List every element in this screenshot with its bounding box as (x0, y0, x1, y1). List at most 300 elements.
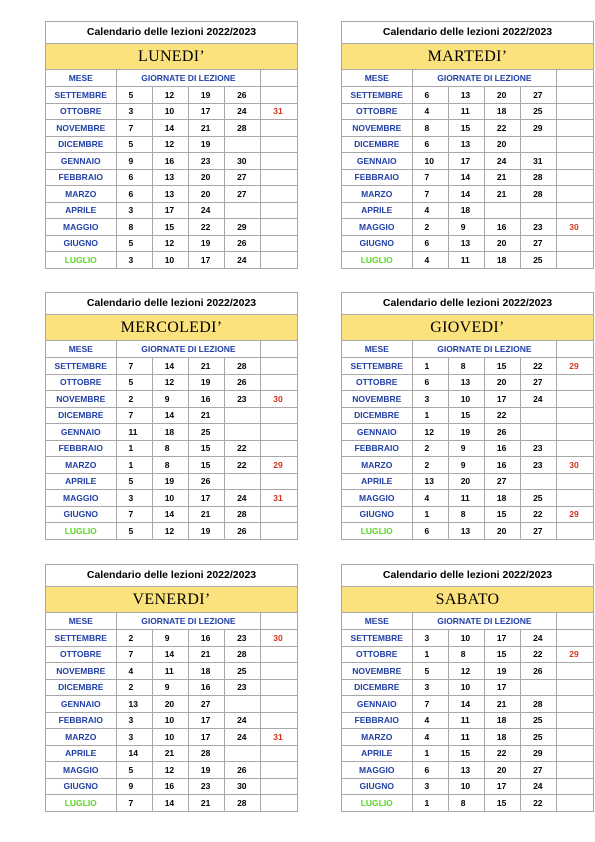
header-empty-cell (557, 613, 593, 630)
lesson-day-cell: 5 (116, 235, 152, 252)
lesson-day-cell: 19 (188, 235, 224, 252)
lesson-day-cell: 31 (261, 729, 297, 746)
lesson-day-cell: 8 (448, 358, 484, 375)
table-row (46, 457, 297, 474)
lesson-day-cell: 25 (521, 712, 557, 729)
lesson-day-cell: 9 (448, 219, 484, 236)
lesson-day-cell (557, 712, 593, 729)
lesson-day-cell: 13 (448, 374, 484, 391)
month-cell: GENNAIO (46, 153, 116, 170)
lesson-day-cell (261, 120, 297, 137)
table-row (46, 87, 297, 104)
lesson-day-cell (261, 473, 297, 490)
lesson-day-cell: 22 (484, 120, 520, 137)
weekday-label: LUNEDI’ (46, 44, 297, 70)
lesson-day-cell: 16 (188, 630, 224, 647)
lesson-day-cell: 13 (448, 235, 484, 252)
lesson-day-cell: 20 (448, 473, 484, 490)
month-cell: DICEMBRE (46, 679, 116, 696)
lesson-day-cell: 20 (484, 762, 520, 779)
lesson-day-cell: 21 (188, 795, 224, 812)
lesson-day-cell: 17 (484, 778, 520, 795)
lesson-day-cell: 16 (188, 679, 224, 696)
lesson-day-cell: 28 (225, 120, 261, 137)
lesson-day-cell: 27 (225, 186, 261, 203)
header-mese: MESE (342, 613, 412, 630)
lesson-day-cell: 20 (152, 696, 188, 713)
lesson-day-cell (261, 440, 297, 457)
lesson-day-cell: 24 (188, 202, 224, 219)
lesson-day-cell (261, 136, 297, 153)
lesson-day-cell (557, 696, 593, 713)
lesson-day-cell (557, 235, 593, 252)
lesson-day-cell: 14 (152, 358, 188, 375)
lesson-day-cell: 30 (261, 630, 297, 647)
lesson-day-cell: 30 (557, 219, 593, 236)
lesson-day-cell: 1 (412, 745, 448, 762)
lesson-day-cell: 6 (116, 169, 152, 186)
table-row (46, 374, 297, 391)
table-row (46, 136, 297, 153)
lesson-day-cell: 4 (412, 103, 448, 120)
lesson-day-cell: 7 (116, 646, 152, 663)
lesson-day-cell (261, 186, 297, 203)
lesson-day-cell: 19 (448, 424, 484, 441)
month-cell: SETTEMBRE (46, 630, 116, 647)
table-row (46, 169, 297, 186)
lesson-day-cell: 26 (484, 424, 520, 441)
lesson-day-cell: 26 (225, 523, 261, 540)
lesson-day-cell: 24 (225, 490, 261, 507)
table-row (46, 490, 297, 507)
lesson-day-cell (261, 424, 297, 441)
lesson-day-cell: 21 (152, 745, 188, 762)
month-cell: GIUGNO (342, 778, 412, 795)
lesson-day-cell: 1 (412, 646, 448, 663)
table-row (46, 663, 297, 680)
table-row (46, 778, 297, 795)
lesson-day-cell: 10 (448, 679, 484, 696)
table-row (46, 219, 297, 236)
table-row (342, 440, 593, 457)
month-cell: MARZO (46, 729, 116, 746)
lesson-day-cell (557, 391, 593, 408)
lesson-day-cell: 13 (448, 136, 484, 153)
lesson-day-cell: 4 (412, 490, 448, 507)
lesson-day-cell: 11 (448, 252, 484, 269)
header-giornate-di-lezione: GIORNATE DI LEZIONE (116, 341, 261, 358)
lesson-day-cell: 27 (484, 473, 520, 490)
month-cell: SETTEMBRE (342, 358, 412, 375)
lesson-day-cell (557, 745, 593, 762)
lesson-day-cell: 13 (448, 762, 484, 779)
lesson-day-cell: 22 (484, 745, 520, 762)
lesson-day-cell: 8 (152, 440, 188, 457)
month-cell: MARZO (342, 186, 412, 203)
calendar-title: Calendario delle lezioni 2022/2023 (46, 22, 297, 44)
table-row (46, 745, 297, 762)
lesson-day-cell: 3 (116, 103, 152, 120)
lesson-day-cell: 8 (448, 795, 484, 812)
lesson-day-cell: 27 (521, 87, 557, 104)
month-cell: LUGLIO (46, 252, 116, 269)
month-cell: GENNAIO (342, 424, 412, 441)
lesson-day-cell (557, 729, 593, 746)
table-row (342, 679, 593, 696)
lesson-day-cell (261, 795, 297, 812)
month-cell: MAGGIO (46, 219, 116, 236)
month-cell: FEBBRAIO (342, 712, 412, 729)
lesson-day-cell: 29 (557, 506, 593, 523)
lesson-day-cell: 19 (152, 473, 188, 490)
table-row (342, 473, 593, 490)
weekday-label: VENERDI’ (46, 587, 297, 613)
calendar-martedi (341, 21, 594, 269)
month-cell: MAGGIO (46, 490, 116, 507)
lesson-day-cell: 3 (412, 679, 448, 696)
lesson-day-cell (261, 202, 297, 219)
lesson-day-cell: 27 (225, 169, 261, 186)
lesson-day-cell: 26 (521, 663, 557, 680)
month-cell: SETTEMBRE (46, 87, 116, 104)
lesson-day-cell (261, 87, 297, 104)
lesson-day-cell: 28 (521, 696, 557, 713)
lesson-day-cell: 12 (152, 762, 188, 779)
lesson-day-cell: 14 (116, 745, 152, 762)
calendar-title: Calendario delle lezioni 2022/2023 (46, 293, 297, 315)
lesson-day-cell: 3 (116, 252, 152, 269)
header-empty-cell (261, 613, 297, 630)
header-mese: MESE (342, 341, 412, 358)
month-cell: NOVEMBRE (342, 391, 412, 408)
header-giornate-di-lezione: GIORNATE DI LEZIONE (412, 70, 557, 87)
header-giornate-di-lezione: GIORNATE DI LEZIONE (116, 70, 261, 87)
lesson-day-cell: 21 (188, 120, 224, 137)
lesson-day-cell: 1 (116, 457, 152, 474)
lesson-day-cell: 7 (116, 506, 152, 523)
lesson-day-cell: 31 (261, 490, 297, 507)
header-mese: MESE (46, 613, 116, 630)
lesson-day-cell: 28 (188, 745, 224, 762)
header-empty-cell (557, 341, 593, 358)
lesson-day-cell: 21 (188, 646, 224, 663)
lesson-day-cell (225, 745, 261, 762)
lesson-day-cell: 27 (521, 374, 557, 391)
lesson-day-cell: 5 (412, 663, 448, 680)
lesson-day-cell: 10 (152, 712, 188, 729)
lesson-day-cell: 15 (484, 795, 520, 812)
lesson-day-cell: 31 (261, 103, 297, 120)
lesson-day-cell (557, 663, 593, 680)
lesson-day-cell: 22 (225, 440, 261, 457)
lesson-day-cell: 27 (521, 235, 557, 252)
table-row (342, 235, 593, 252)
lesson-day-cell: 17 (484, 391, 520, 408)
lesson-day-cell (521, 679, 557, 696)
lesson-day-cell: 2 (412, 440, 448, 457)
lesson-day-cell: 9 (152, 391, 188, 408)
lesson-day-cell: 18 (448, 202, 484, 219)
calendar-sabato (341, 564, 594, 812)
lesson-day-cell: 1 (412, 795, 448, 812)
month-cell: MARZO (342, 729, 412, 746)
lesson-day-cell: 26 (225, 235, 261, 252)
lesson-day-cell: 17 (188, 712, 224, 729)
weekday-label: GIOVEDI’ (342, 315, 593, 341)
lesson-day-cell: 13 (116, 696, 152, 713)
lesson-day-cell: 2 (412, 457, 448, 474)
lesson-day-cell (521, 424, 557, 441)
table-row (46, 523, 297, 540)
table-row (46, 630, 297, 647)
lesson-day-cell: 6 (412, 523, 448, 540)
table-row (342, 153, 593, 170)
table-row (46, 506, 297, 523)
lesson-day-cell: 9 (448, 457, 484, 474)
lesson-day-cell: 26 (225, 762, 261, 779)
table-row (46, 795, 297, 812)
lesson-day-cell: 11 (448, 712, 484, 729)
lesson-day-cell (261, 712, 297, 729)
table-row (342, 391, 593, 408)
lesson-day-cell: 23 (188, 778, 224, 795)
table-row (342, 87, 593, 104)
header-empty-cell (261, 341, 297, 358)
table-row (342, 186, 593, 203)
lesson-day-cell: 6 (412, 762, 448, 779)
lesson-day-cell: 17 (188, 729, 224, 746)
lesson-day-cell: 11 (448, 490, 484, 507)
table-row (46, 202, 297, 219)
month-cell: OTTOBRE (342, 374, 412, 391)
calendar-lunedi (45, 21, 298, 269)
lesson-day-cell: 16 (188, 391, 224, 408)
lesson-day-cell: 23 (521, 457, 557, 474)
lesson-day-cell: 8 (152, 457, 188, 474)
lesson-day-cell: 21 (484, 169, 520, 186)
lesson-day-cell: 17 (484, 630, 520, 647)
lesson-day-cell: 1 (412, 506, 448, 523)
table-row (46, 235, 297, 252)
lesson-day-cell: 17 (152, 202, 188, 219)
lesson-day-cell: 29 (557, 358, 593, 375)
table-header-row (46, 341, 297, 358)
calendar-title: Calendario delle lezioni 2022/2023 (342, 22, 593, 44)
table-header-row (46, 613, 297, 630)
lesson-day-cell: 2 (412, 219, 448, 236)
lesson-day-cell: 25 (225, 663, 261, 680)
month-cell: LUGLIO (342, 795, 412, 812)
header-giornate-di-lezione: GIORNATE DI LEZIONE (412, 341, 557, 358)
calendar-title: Calendario delle lezioni 2022/2023 (342, 293, 593, 315)
lesson-day-cell: 13 (412, 473, 448, 490)
lesson-day-cell (261, 778, 297, 795)
lesson-day-cell: 21 (484, 186, 520, 203)
month-cell: GIUGNO (342, 506, 412, 523)
table-row (46, 120, 297, 137)
table-row (342, 169, 593, 186)
lesson-day-cell: 28 (225, 506, 261, 523)
lesson-day-cell: 12 (152, 523, 188, 540)
table-row (46, 679, 297, 696)
lesson-day-cell (225, 696, 261, 713)
lesson-day-cell (557, 374, 593, 391)
lesson-day-cell: 6 (412, 374, 448, 391)
lesson-day-cell (261, 169, 297, 186)
lesson-day-cell (225, 424, 261, 441)
month-cell: DICEMBRE (342, 407, 412, 424)
lesson-day-cell: 5 (116, 523, 152, 540)
lesson-day-cell: 11 (448, 103, 484, 120)
table-row (46, 712, 297, 729)
lesson-day-cell: 22 (521, 506, 557, 523)
month-cell: DICEMBRE (46, 407, 116, 424)
table-row (46, 186, 297, 203)
lesson-day-cell: 7 (412, 186, 448, 203)
lesson-day-cell: 7 (116, 120, 152, 137)
lesson-day-cell: 19 (188, 374, 224, 391)
month-cell: MARZO (46, 457, 116, 474)
lesson-day-cell (521, 202, 557, 219)
lesson-day-cell: 7 (116, 407, 152, 424)
header-giornate-di-lezione: GIORNATE DI LEZIONE (412, 613, 557, 630)
lesson-day-cell: 4 (412, 712, 448, 729)
lesson-day-cell (261, 235, 297, 252)
month-cell: GENNAIO (342, 696, 412, 713)
lesson-day-cell (261, 407, 297, 424)
table-row (46, 424, 297, 441)
lesson-day-cell: 25 (188, 424, 224, 441)
lesson-day-cell: 28 (225, 358, 261, 375)
lesson-day-cell (557, 778, 593, 795)
lesson-day-cell: 25 (521, 252, 557, 269)
month-cell: GENNAIO (342, 153, 412, 170)
lesson-day-cell: 3 (116, 490, 152, 507)
month-cell: APRILE (342, 473, 412, 490)
lesson-day-cell: 21 (188, 407, 224, 424)
table-row (46, 696, 297, 713)
table-row (46, 103, 297, 120)
lesson-day-cell: 12 (152, 374, 188, 391)
month-cell: NOVEMBRE (342, 120, 412, 137)
table-row (342, 630, 593, 647)
table-row (342, 457, 593, 474)
month-cell: OTTOBRE (46, 374, 116, 391)
month-cell: OTTOBRE (46, 646, 116, 663)
lesson-day-cell: 14 (448, 696, 484, 713)
lesson-day-cell: 24 (225, 729, 261, 746)
lesson-day-cell: 30 (261, 391, 297, 408)
lesson-day-cell (557, 87, 593, 104)
lesson-day-cell: 3 (116, 712, 152, 729)
lesson-day-cell: 16 (484, 457, 520, 474)
lesson-days-table (46, 341, 297, 539)
lesson-day-cell: 22 (521, 646, 557, 663)
lesson-day-cell: 4 (412, 252, 448, 269)
lesson-day-cell (557, 523, 593, 540)
month-cell: SETTEMBRE (46, 358, 116, 375)
lesson-day-cell: 18 (188, 663, 224, 680)
lesson-day-cell: 4 (412, 729, 448, 746)
lesson-day-cell: 6 (412, 87, 448, 104)
lesson-day-cell: 10 (152, 490, 188, 507)
table-row (342, 696, 593, 713)
lesson-day-cell (557, 490, 593, 507)
lesson-day-cell (557, 169, 593, 186)
table-header-row (342, 70, 593, 87)
lesson-day-cell: 19 (188, 87, 224, 104)
lesson-day-cell (225, 202, 261, 219)
table-row (342, 374, 593, 391)
lesson-day-cell (557, 795, 593, 812)
month-cell: APRILE (46, 473, 116, 490)
lesson-day-cell: 26 (225, 87, 261, 104)
table-row (46, 153, 297, 170)
lesson-day-cell: 13 (152, 186, 188, 203)
lesson-day-cell: 2 (116, 630, 152, 647)
lesson-day-cell: 28 (521, 186, 557, 203)
lesson-day-cell: 15 (448, 745, 484, 762)
lesson-day-cell (261, 374, 297, 391)
lesson-day-cell (261, 252, 297, 269)
table-row (342, 252, 593, 269)
lesson-day-cell: 25 (521, 729, 557, 746)
lesson-day-cell: 29 (557, 646, 593, 663)
lesson-day-cell (557, 103, 593, 120)
month-cell: GIUGNO (46, 506, 116, 523)
lesson-day-cell (557, 473, 593, 490)
lesson-day-cell: 17 (448, 153, 484, 170)
lesson-day-cell: 15 (484, 506, 520, 523)
lesson-day-cell: 24 (225, 103, 261, 120)
month-cell: MAGGIO (342, 219, 412, 236)
month-cell: NOVEMBRE (46, 120, 116, 137)
lesson-day-cell: 13 (152, 169, 188, 186)
lesson-day-cell: 14 (152, 120, 188, 137)
lesson-day-cell (521, 473, 557, 490)
lesson-day-cell (521, 407, 557, 424)
lesson-day-cell (261, 679, 297, 696)
lesson-day-cell: 20 (188, 169, 224, 186)
lesson-day-cell: 20 (188, 186, 224, 203)
lesson-day-cell: 17 (188, 490, 224, 507)
table-row (342, 506, 593, 523)
lesson-day-cell: 9 (152, 630, 188, 647)
weekday-label: MERCOLEDI’ (46, 315, 297, 341)
table-row (342, 762, 593, 779)
table-row (342, 103, 593, 120)
lesson-day-cell: 12 (412, 424, 448, 441)
lesson-day-cell: 25 (521, 103, 557, 120)
lesson-day-cell: 12 (448, 663, 484, 680)
lesson-day-cell: 3 (116, 202, 152, 219)
table-row (342, 729, 593, 746)
lesson-day-cell (261, 523, 297, 540)
lesson-days-table (46, 70, 297, 268)
lesson-day-cell: 13 (448, 87, 484, 104)
lesson-day-cell: 18 (484, 712, 520, 729)
lesson-day-cell (261, 696, 297, 713)
lesson-day-cell: 3 (412, 391, 448, 408)
table-row (342, 490, 593, 507)
table-row (342, 407, 593, 424)
lesson-day-cell: 28 (225, 795, 261, 812)
lesson-day-cell: 27 (188, 696, 224, 713)
table-header-row (342, 341, 593, 358)
month-cell: DICEMBRE (342, 136, 412, 153)
lesson-day-cell: 14 (152, 506, 188, 523)
lesson-day-cell (261, 762, 297, 779)
